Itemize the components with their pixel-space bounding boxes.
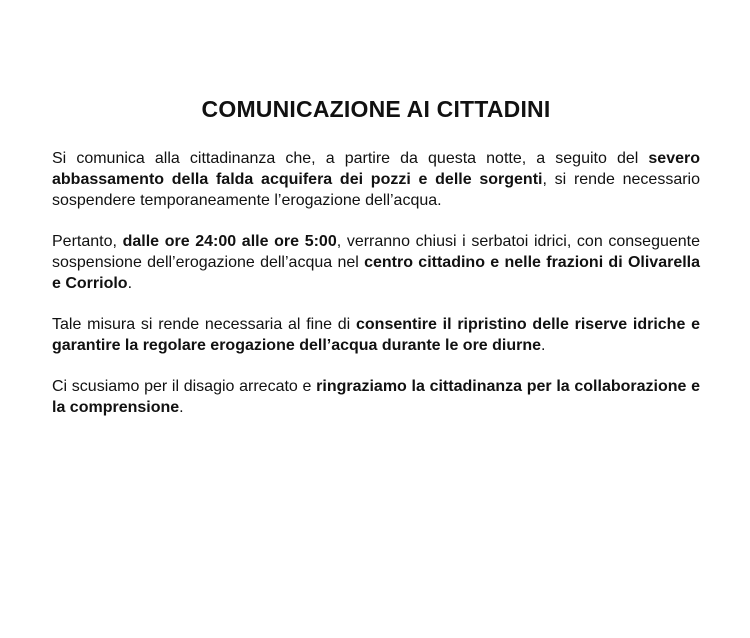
paragraph-text: Ci scusiamo per il disagio arrecato e bbox=[52, 378, 317, 395]
notice-paragraph bbox=[52, 231, 700, 294]
paragraph-emphasis: severo abbassamento della falda acquifera dei pozzi e delle sorgenti bbox=[52, 150, 700, 188]
notice-paragraph bbox=[52, 148, 700, 211]
paragraph-emphasis: ringraziamo la cittadinanza per la collaborazione e la comprensione bbox=[52, 378, 701, 416]
notice-paragraph bbox=[52, 376, 700, 418]
paragraph-text: , verranno chiusi i serbatoi idrici, con conseguente sospensione dell’erogazione dell’acqua nel bbox=[52, 233, 700, 271]
notice-paragraph bbox=[52, 314, 700, 356]
paragraph-text: . bbox=[127, 275, 133, 292]
paragraph-text: . bbox=[541, 337, 546, 354]
paragraph-emphasis: consentire il ripristino delle riserve idriche e garantire la regolare erogazione dell’acqua durante le ore diurne bbox=[52, 316, 701, 354]
paragraph-text: Tale misura si rende necessaria al fine di bbox=[52, 316, 356, 333]
paragraph-text: Si comunica alla cittadinanza che, a partire da questa notte, a seguito del bbox=[52, 150, 649, 167]
notice-title: COMUNICAZIONE AI CITTADINI bbox=[201, 96, 551, 122]
notice-document bbox=[52, 92, 700, 438]
paragraph-emphasis: dalle ore 24:00 alle ore 5:00 bbox=[122, 233, 337, 250]
paragraph-text: , si rende necessario sospendere temporaneamente l’erogazione dell’acqua. bbox=[52, 171, 700, 209]
paragraph-emphasis: centro cittadino e nelle frazioni di Olivarella e Corriolo bbox=[52, 254, 701, 292]
paragraph-text: Pertanto, bbox=[52, 233, 123, 250]
paragraph-text: . bbox=[179, 399, 184, 416]
